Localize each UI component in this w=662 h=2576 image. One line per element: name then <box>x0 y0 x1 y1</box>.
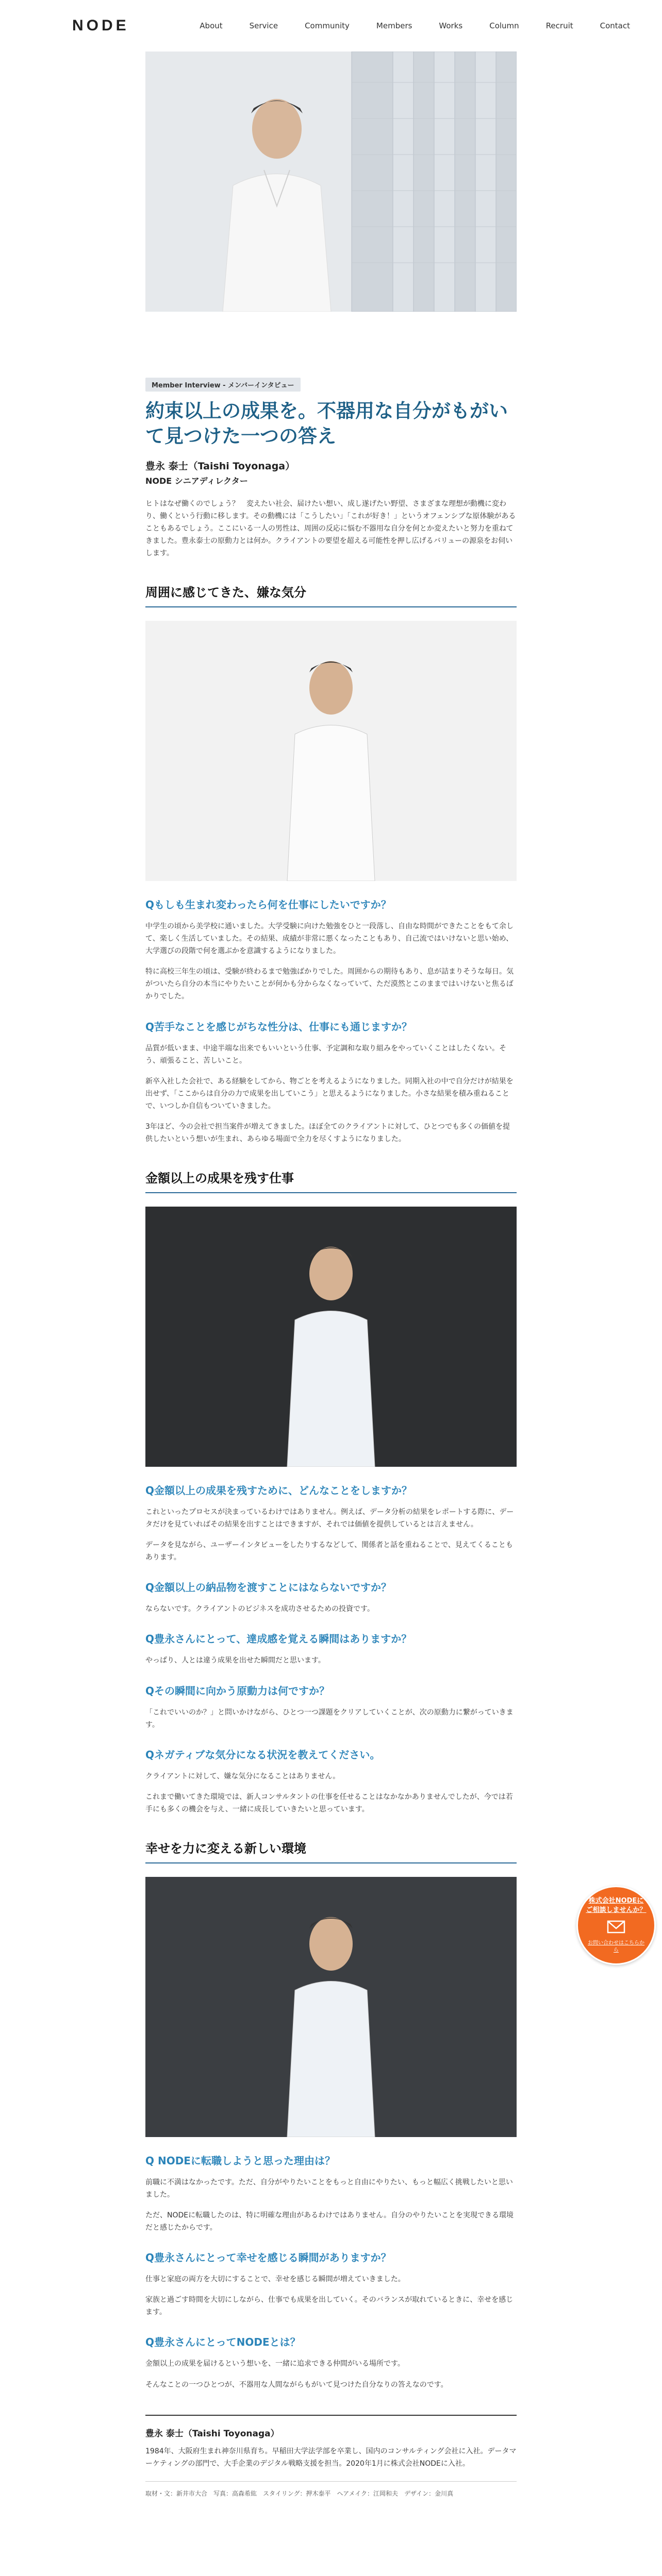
hero-photo <box>145 52 517 312</box>
interview-answer: ならないです。クライアントのビジネスを成功させるための投資です。 <box>145 1605 374 1614</box>
profile <box>145 2415 517 2498</box>
main-nav <box>200 21 630 30</box>
nav-service[interactable]: Service <box>249 21 278 30</box>
interview-answer: 金額以上の成果を届けるという想いを、一緒に追求できる仲間がいる場所です。 <box>145 2360 405 2368</box>
interview-answer: ただ、NODEに転職したのは、特に明確な理由があるわけではありません。自分のやりたいことを実現できる環境だと感じたからです。 <box>145 2211 514 2232</box>
envelope-icon <box>606 1918 626 1936</box>
interview-question: Q豊永さんにとって、達成感を覚える瞬間はありますか？ <box>145 1633 412 1646</box>
section-photo-image <box>145 1207 517 1467</box>
nav-about[interactable]: About <box>200 21 223 30</box>
interview-question: Qもしも生まれ変わったら何を仕事にしたいですか？ <box>145 899 391 911</box>
interview-answer: 特に高校三年生の頃は、受験が終わるまで勉強ばかりでした。周囲からの期待もあり、息が詰まりそうな毎日。気がついたら自分の本当にやりたいことが何かも分からなくなっていて、ただ漠然とこのままではいけないと焦るばかりでした。 <box>145 968 514 1001</box>
section-photo <box>145 621 517 881</box>
author-name: 豊永 泰士（Taishi Toyonaga） <box>145 460 295 472</box>
badge-line1: 株式会社NODEに <box>588 1896 644 1905</box>
site-header <box>0 0 662 52</box>
section-photo <box>145 1877 517 2137</box>
nav-community[interactable]: Community <box>305 21 350 30</box>
interview-question: Q金額以上の納品物を渡すことにはならないですか？ <box>145 1581 392 1594</box>
interview-answer: 前職に不満はなかったです。ただ、自分がやりたいことをもっと自由にやりたい、もっと幅広く挑戦したいと思いました。 <box>145 2178 513 2199</box>
interview-answer: 3年ほど、今の会社で担当案件が増えてきました。ほぼ全てのクライアントに対して、ひとつでも多くの価値を提供したいという想いが生まれ、あらゆる場面で全力を尽くすようになりました。 <box>145 1122 510 1143</box>
section-title: 金額以上の成果を残す仕事 <box>145 1168 517 1193</box>
article <box>145 312 517 2498</box>
contact-badge[interactable] <box>576 1886 656 1965</box>
section-photo-image <box>145 1877 517 2137</box>
interview-answer: そんなことの一つひとつが、不器用な人間ながらもがいて見つけた自分なりの答えなのです。 <box>145 2380 448 2389</box>
interview-question: Q苦手なことを感じがちな性分は、仕事にも通じますか？ <box>145 1020 412 1033</box>
interview-question: Q金額以上の成果を残すために、どんなことをしますか？ <box>145 1484 412 1497</box>
article-lead: ヒトはなぜ働くのでしょう？ 変えたい社会、届けたい想い、成し遂げたい野望、さまざまな理想が動機に変わり、働くという行動に移します。その動機には「こうしたい」「これが好き！」というオフェンシブな原体験があることもあるでしょう。ここにいる一人の男性は、周囲の反応に悩む不器用な自分を何とか変えたいと努力を重ねてきました。豊永泰士の原動力とは何か。クライアントの要望を超える可能性を押し広げるバリューの源泉をお伺いします。 <box>145 499 516 557</box>
interview-answer: 仕事と家庭の両方を大切にすることで、幸せを感じる瞬間が増えていきました。 <box>145 2275 405 2284</box>
interview-answer: 家族と過ごす時間を大切にしながら、仕事でも成果を出していく。そのバランスが取れているときに、幸せを感じます。 <box>145 2296 514 2317</box>
nav-column[interactable]: Column <box>489 21 519 30</box>
article-headline: 約束以上の成果を。不器用な自分がもがいて見つけた一つの答え <box>145 400 508 447</box>
badge-line3: お問い合わせはこちらから <box>588 1940 644 1954</box>
profile-name: 豊永 泰士（Taishi Toyonaga） <box>145 2428 279 2439</box>
article-sections <box>145 582 517 2391</box>
section-photo <box>145 1207 517 1467</box>
interview-answer: データを見ながら、ユーザーインタビューをしたりするなどして、関係者と話を重ねることで、見えてくることもあります。 <box>145 1541 513 1562</box>
badge-line2: ご相談しませんか？ <box>586 1906 647 1914</box>
nav-members[interactable]: Members <box>376 21 412 30</box>
interview-answer: これといったプロセスが決まっているわけではありません。例えば、データ分析の結果をレポートする際に、データだけを見ていればその結果を出すことはできますが、それでは価値を提供しているとは言えません。 <box>145 1508 514 1529</box>
category-tag[interactable]: Member Interview - メンバーインタビュー <box>145 378 301 392</box>
section-photo-image <box>145 621 517 881</box>
interview-answer: クライアントに対して、嫌な気分になることはありません。 <box>145 1772 340 1781</box>
interview-question: Qその瞬間に向かう原動力は何ですか？ <box>145 1684 330 1697</box>
section-title: 周囲に感じてきた、嫌な気分 <box>145 582 517 607</box>
interview-answer: 品質が低いまま、中途半端な出来でもいいという仕事、予定調和な取り組みをやっていくことはしたくない。そう、頑張ること、苦しいこと。 <box>145 1044 506 1065</box>
nav-recruit[interactable]: Recruit <box>545 21 573 30</box>
nav-works[interactable]: Works <box>439 21 463 30</box>
section-title: 幸せを力に変える新しい環境 <box>145 1838 517 1863</box>
interview-answer: 中学生の頃から美学校に通いました。大学受験に向けた勉強をひと一段落し、自由な時間ができたことをもて余して、楽しく生活していました。その結果、成績が非常に悪くなったこともあり、自己流ではいけないと思い始め、大学選びの段階で何を選ぶかを意識するようになりました。 <box>145 922 514 956</box>
credits: 取材・文：新井市大合 写真：高森希紘 スタイリング：押木泰平 ヘアメイク：江岡和夫 デザイン：金川真 <box>145 2481 517 2498</box>
interview-question: Q豊永さんにとって幸せを感じる瞬間がありますか？ <box>145 2251 391 2264</box>
interview-question: Q豊永さんにとってNODEとは？ <box>145 2336 301 2349</box>
interview-answer: 新卒入社した会社で、ある経験をしてから、物ごとを考えるようになりました。同期入社の中で自分だけが結果を出せず、「ここからは自分の力で成果を出していこう」と思えるようになりました。小さな結果を積み重ねることで、いつしか自信もついていきました。 <box>145 1077 514 1110</box>
interview-answer: やっぱり、人とは違う成果を出せた瞬間だと思います。 <box>145 1656 325 1665</box>
interview-question: Qネガティブな気分になる状況を教えてください。 <box>145 1748 380 1761</box>
profile-text: 1984年、大阪府生まれ神奈川県育ち。早稲田大学法学部を卒業し、国内のコンサルティング会社に入社。データマーケティングの部門で、大手企業のデジタル戦略支援を担当。2020年1月に株式会社NODEに入社。 <box>145 2447 517 2468</box>
interview-answer: これまで働いてきた環境では、新人コンサルタントの仕事を任せることはなかなかありませんでしたが、今では若手にも多くの機会を与え、一緒に成長していきたいと思っています。 <box>145 1792 513 1814</box>
nav-contact[interactable]: Contact <box>600 21 630 30</box>
site-logo[interactable]: NODE <box>72 17 129 34</box>
interview-question: Q NODEに転職しようと思った理由は？ <box>145 2154 335 2167</box>
author-role: NODE シニアディレクター <box>145 476 248 486</box>
hero-photo-image <box>145 52 517 312</box>
interview-answer: 「これでいいのか？」と問いかけながら、ひとつ一つ課題をクリアしていくことが、次の原動力に繋がっていきます。 <box>145 1708 514 1729</box>
